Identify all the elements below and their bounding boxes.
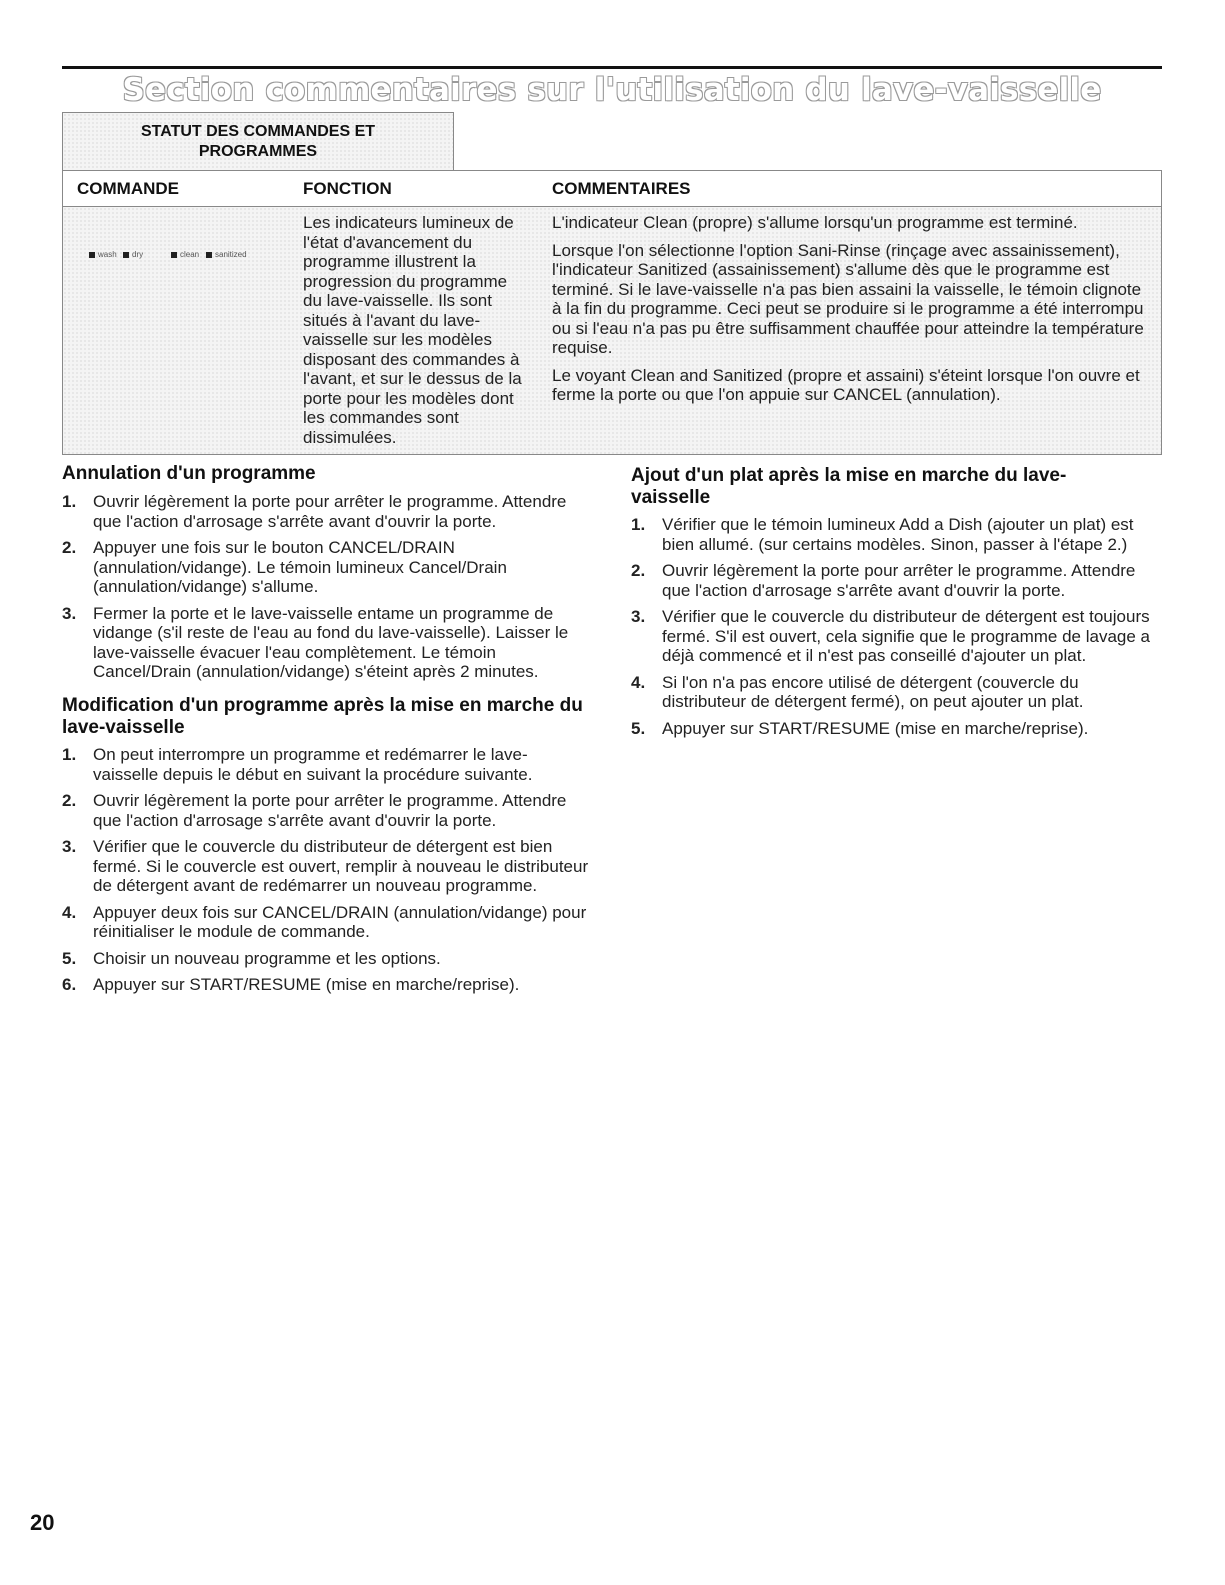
indicator-light-icon xyxy=(89,252,95,258)
cancel-steps-list xyxy=(62,492,592,689)
list-item: 2. Ouvrir légèrement la porte pour arrêter le programme. Attendre que l'action d'arrosage s'arrête avant d'ouvrir la porte. xyxy=(62,791,567,830)
list-item: 3. Vérifier que le couvercle du distributeur de détergent est toujours fermé. S'il est ouvert, cela signifie que le programme de lavage a déjà commencé et il n'est pas conseillé d'ajouter un plat. xyxy=(631,607,1150,665)
indicator-light-icon xyxy=(206,252,212,258)
list-item: 3. Vérifier que le couvercle du distributeur de détergent est bien fermé. Si le couvercle est ouvert, remplir à nouveau le distributeur de détergent avant de redémarrer un nouveau programme. xyxy=(62,837,589,895)
column-header-commande: COMMANDE xyxy=(77,179,179,198)
page-title: Section commentaires sur l'utilisation du lave-vaisselle xyxy=(122,72,1102,108)
list-item: 1. Ouvrir légèrement la porte pour arrêter le programme. Attendre que l'action d'arrosage s'arrête avant d'ouvrir la porte. xyxy=(62,492,567,531)
list-item: 5. Appuyer sur START/RESUME (mise en marche/reprise). xyxy=(631,718,1089,738)
indicator-clean: clean xyxy=(171,250,199,259)
list-item: 2. Appuyer une fois sur le bouton CANCEL/DRAIN (annulation/vidange). Le témoin lumineux Cancel/Drain (annulation/vidange) s'allume. xyxy=(62,538,507,596)
list-item: 2. Ouvrir légèrement la porte pour arrêter le programme. Attendre que l'action d'arrosage s'arrête avant d'ouvrir la porte. xyxy=(631,561,1136,600)
page-number: 20 xyxy=(30,1510,55,1535)
status-title-box xyxy=(62,112,454,170)
comments-cell xyxy=(552,213,1152,413)
indicator-dry: dry xyxy=(123,250,143,259)
list-item: 3. Fermer la porte et le lave-vaisselle entame un programme de vidange (s'il reste de l'eau au fond du lave-vaisselle). Laisser le lave-vaisselle évacuer l'eau complètement. Le témoin Cancel/Drain (annulation/vidange) s'éteint après 2 minutes. xyxy=(62,603,569,681)
table-header-row xyxy=(63,171,1161,207)
list-item: 1. Vérifier que le témoin lumineux Add a Dish (ajouter un plat) est bien allumé. (sur certains modèles. Sinon, passer à l'étape 2.) xyxy=(631,515,1134,554)
list-item: 1. On peut interrompre un programme et redémarrer le lave-vaisselle depuis le début en suivant la procédure suivante. xyxy=(62,745,533,784)
function-description: Les indicateurs lumineux de l'état d'avancement du programme illustrent la progression du programme du lave-vaisselle. Ils sont situés à l'avant du lave-vaisselle sur les modèles disposant des commandes à l'avant, et sur le dessus de la porte pour les modèles dont les commandes sont dissimulées. xyxy=(303,213,522,447)
indicator-wash: wash xyxy=(89,250,117,259)
comment-paragraph: Lorsque l'on sélectionne l'option Sani-Rinse (rinçage avec assainissement), l'indicateur Sanitized (assainissement) s'allume dès que le programme est terminé. Si le lave-vaisselle n'a pas bien assaini la vaisselle, le témoin clignote à la fin du programme. Ceci peut se produire si le programme a été interrompu ou si l'eau n'a pas pu être suffisamment chauffée pour atteindre la température requise. xyxy=(552,240,1144,357)
section-heading-cancel: Annulation d'un programme xyxy=(62,463,316,484)
section-heading-modify: Modification d'un programme après la mise en marche du lave-vaisselle xyxy=(62,695,583,738)
list-item: 5. Choisir un nouveau programme et les options. xyxy=(62,948,441,968)
status-table-title: STATUT DES COMMANDES ET PROGRAMMES xyxy=(140,123,376,160)
list-item: 4. Si l'on n'a pas encore utilisé de détergent (couvercle du distributeur de détergent fermé), on peut ajouter un plat. xyxy=(631,672,1084,711)
list-item: 6. Appuyer sur START/RESUME (mise en marche/reprise). xyxy=(62,975,520,994)
top-rule xyxy=(62,66,1162,69)
section-heading-add-dish: Ajout d'un plat après la mise en marche du lave-vaisselle xyxy=(631,465,1067,508)
indicator-light-icon xyxy=(123,252,129,258)
status-table xyxy=(62,170,1162,455)
indicator-light-icon xyxy=(171,252,177,258)
indicator-sanitized: sanitized xyxy=(206,250,247,259)
column-header-commentaires: COMMENTAIRES xyxy=(552,179,691,198)
modify-steps-list xyxy=(62,745,592,1002)
column-header-fonction: FONCTION xyxy=(303,179,392,198)
table-body-row xyxy=(63,207,1161,454)
comment-paragraph: Le voyant Clean and Sanitized (propre et assaini) s'éteint lorsque l'on ouvre et ferme la porte ou que l'on appuie sur CANCEL (annulation). xyxy=(552,365,1140,404)
add-dish-steps-list xyxy=(631,515,1161,745)
comment-paragraph: L'indicateur Clean (propre) s'allume lorsqu'un programme est terminé. xyxy=(552,213,1078,232)
list-item: 4. Appuyer deux fois sur CANCEL/DRAIN (annulation/vidange) pour réinitialiser le module de commande. xyxy=(62,902,587,941)
